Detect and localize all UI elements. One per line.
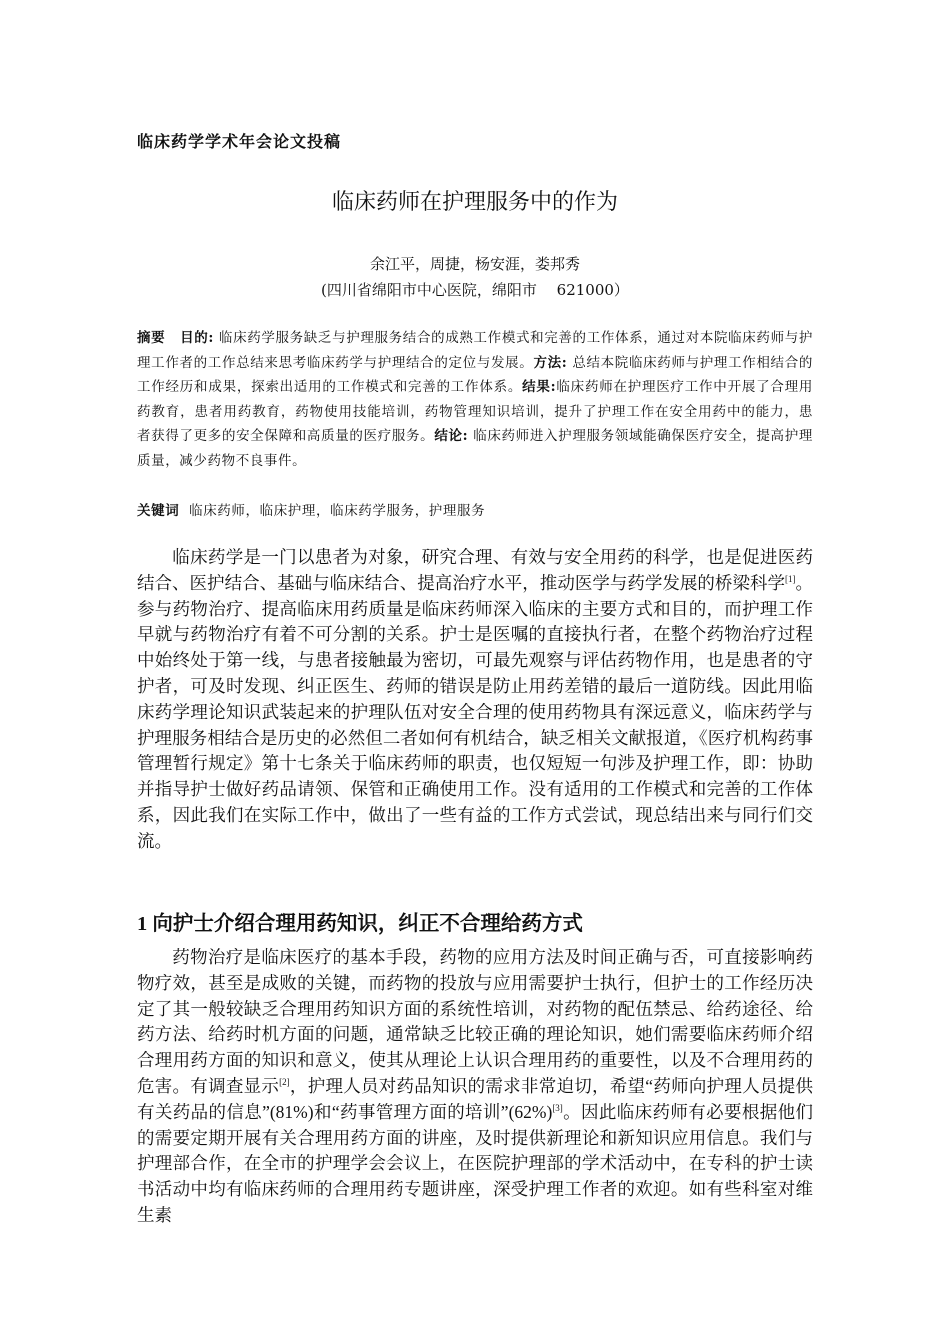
keywords-label: 关键词 — [137, 503, 180, 519]
intro-text-part2: 。参与药物治疗、提高临床用药质量是临床药师深入临床的主要方式和目的，而护理工作早就与药物治疗有着不可分割的关系。护士是医嘱的直接执行者，在整个药物治疗过程中始终处于第一线，与患者接触最为密切，可最先观察与评估药物作用，也是患者的守护者，可及时发现、纠正医生、药师的错误是防止用药差错的最后一道防线。因此用临床药学理论知识武装起来的护理队伍对安全合理的使用药物具有深远意义，临床药学与护理服务相结合是历史的必然但二者如何有机结合，缺乏相关文献报道，《医疗机构药事管理暂行规定》第十七条关于临床药师的职责，也仅短短一句涉及护理工作，即：协助并指导护士做好药品请领、保管和正确使用工作。没有适用的工作模式和完善的工作体系，因此我们在实际工作中，做出了一些有益的工作方式尝试，现总结出来与同行们交流。 — [137, 572, 813, 851]
keywords-text: 临床药师，临床护理，临床药学服务，护理服务 — [189, 503, 486, 519]
section-1-paragraph — [137, 945, 813, 1229]
author-list: 余江平，周捷，杨安涯，娄邦秀 — [369, 255, 580, 273]
section-1-text-part3: 。因此临床药师有必要根据他们的需要定期开展有关合理用药方面的讲座，及时提供新理论和新知识应用信息。我们与护理部合作，在全市的护理学会会议上，在医院护理部的学术活动中，在专科的护士读书活动中均有临床药师的合理用药专题讲座，深受护理工作者的欢迎。如有些科室对维生素 — [137, 1101, 813, 1225]
citation-3: [3] — [552, 1102, 563, 1113]
abstract-label: 摘要 — [137, 330, 166, 346]
author-affiliation: (四川省绵阳市中心医院，绵阳市 621000） — [321, 281, 629, 299]
section-1-text-part2: ，护理人员对药品知识的需求非常迫切，希望“药师向护理人员提供有关药品的信息”(81%)和“药事管理方面的培训”(62%) — [137, 1075, 814, 1122]
citation-1: [1] — [784, 573, 796, 584]
intro-text-part1: 临床药学是一门以患者为对象，研究合理、有效与安全用药的科学，也是促进医药结合、医护结合、基础与临床结合、提高治疗水平，推动医学与药学发展的桥梁科学 — [137, 547, 813, 593]
abstract-conclusion: 临床药师进入护理服务领域能确保医疗安全，提高护理质量，减少药物不良事件。 — [137, 428, 813, 469]
objective-label: 目的: — [180, 330, 214, 346]
conclusion-label: 结论: — [434, 428, 469, 444]
keywords-line — [137, 500, 813, 522]
citation-2: [2] — [279, 1077, 290, 1088]
abstract-method: 总结本院临床药师与护理工作相结合的工作经历和成果，探索出适用的工作模式和完善的工作体系。 — [137, 354, 813, 395]
abstract — [137, 326, 813, 473]
method-label: 方法: — [533, 354, 568, 371]
section-1-heading: 1 向护士介绍合理用药知识，纠正不合理给药方式 — [137, 913, 583, 935]
section-1-text-part1: 药物治疗是临床医疗的基本手段，药物的应用方法及时间正确与否，可直接影响药物疗效，甚至是成败的关键，而药物的投放与应用需要护士执行，但护士的工作经历决定了其一般较缺乏合理用药知识方面的系统性培训，对药物的配伍禁忌、给药途径、给药方法、给药时机方面的问题，通常缺乏比较正确的理论知识，她们需要临床药师介绍合理用药方面的知识和意义，使其从理论上认识合理用药的重要性，以及不合理用药的危害。有调查显示 — [137, 947, 813, 1096]
abstract-result: 临床药师在护理医疗工作中开展了合理用药教育，患者用药教育，药物使用技能培训，药物管理知识培训，提升了护理工作在安全用药中的能力，患者获得了更多的安全保障和高质量的医疗服务。 — [137, 379, 813, 444]
result-label: 结果: — [522, 379, 557, 395]
intro-paragraph — [137, 545, 813, 855]
abstract-objective: 临床药学服务缺乏与护理服务结合的成熟工作模式和完善的工作体系，通过对本院临床药师与护理工作者的工作总结来思考临床药学与护理结合的定位与发展。 — [137, 330, 813, 371]
paper-title: 临床药师在护理服务中的作为 — [331, 190, 618, 215]
submission-header: 临床药学学术年会论文投稿 — [137, 132, 342, 151]
